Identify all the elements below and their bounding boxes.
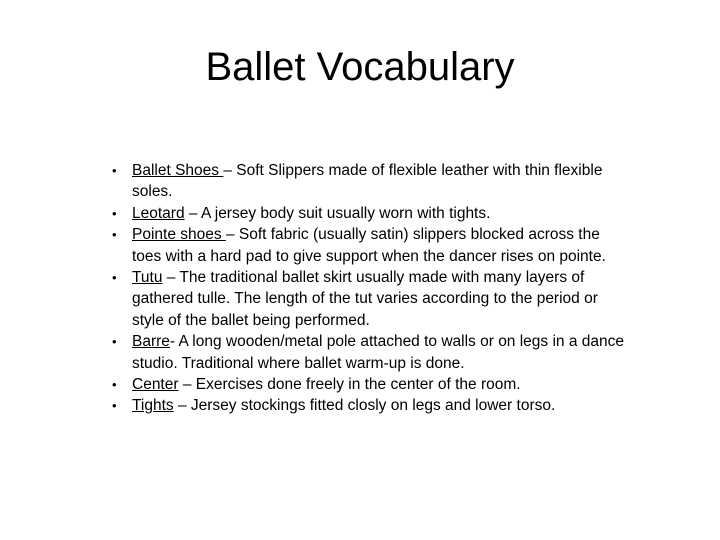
bullet-icon: • (112, 377, 117, 393)
definition-ballet-shoes: – Soft Slippers made of flexible leather with thin flexible soles. (132, 162, 603, 201)
list-item (112, 267, 632, 331)
vocabulary-list (112, 160, 632, 417)
slide-title: Ballet Vocabulary (205, 45, 515, 89)
definition-barre: - A long wooden/metal pole attached to walls or on legs in a dance studio. Traditional where ballet warm-up is done. (132, 333, 625, 372)
term-ballet-shoes: Ballet Shoes (132, 162, 224, 179)
term-barre: Barre (132, 333, 170, 351)
bullet-icon: • (112, 334, 117, 350)
list-item (112, 395, 632, 416)
definition-center: – Exercises done freely in the center of the room. (178, 376, 521, 394)
term-leotard: Leotard (132, 204, 185, 222)
bullet-icon: • (112, 227, 117, 243)
list-item (112, 374, 632, 395)
bullet-icon: • (112, 270, 117, 286)
definition-tights: – Jersey stockings fitted closly on legs and lower torso. (173, 397, 556, 415)
term-tutu: Tutu (132, 269, 163, 287)
list-item (112, 224, 632, 267)
bullet-icon: • (112, 398, 117, 414)
definition-tutu: – The traditional ballet skirt usually made with many layers of gathered tulle. The length of the tut varies according to the period or style of the ballet being performed. (132, 269, 598, 329)
term-tights: Tights (132, 397, 174, 415)
definition-pointe-shoes: – Soft fabric (usually satin) slippers blocked across the toes with a hard pad to give support when the dancer rises on pointe. (132, 226, 606, 265)
list-item (112, 331, 632, 374)
definition-leotard: – A jersey body suit usually worn with tights. (184, 204, 491, 222)
term-pointe-shoes: Pointe shoes (132, 226, 226, 244)
list-item (112, 203, 632, 224)
bullet-icon: • (112, 205, 117, 221)
bullet-icon: • (112, 163, 117, 178)
list-item (112, 160, 632, 203)
term-center: Center (132, 376, 179, 394)
